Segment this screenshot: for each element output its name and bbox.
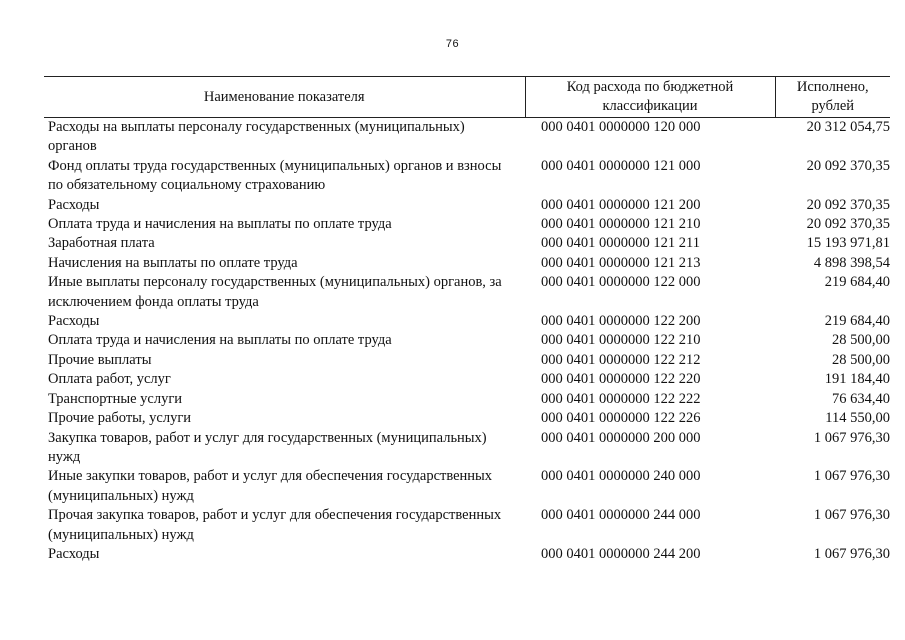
table-row xyxy=(44,157,890,196)
row-budget-code: 000 0401 0000000 122 210 xyxy=(541,332,701,349)
row-executed-amount: 20 092 370,35 xyxy=(806,196,890,213)
row-indicator-name: Прочие выплаты xyxy=(48,351,152,368)
header-executed-amount: Исполнено, рублей xyxy=(775,77,890,118)
table-row xyxy=(44,545,890,564)
row-budget-code: 000 0401 0000000 121 000 xyxy=(541,157,701,174)
row-executed-amount: 114 550,00 xyxy=(825,410,890,427)
row-executed-amount: 1 067 976,30 xyxy=(813,507,890,524)
table-row xyxy=(44,312,890,331)
table-row xyxy=(44,370,890,389)
row-indicator-name: Расходы xyxy=(48,313,100,330)
row-indicator-name: Прочие работы, услуги xyxy=(48,410,192,427)
table-row xyxy=(44,215,890,234)
table-row xyxy=(44,429,890,468)
row-executed-amount: 20 092 370,35 xyxy=(806,216,890,233)
row-executed-amount: 28 500,00 xyxy=(832,332,890,349)
row-executed-amount: 15 193 971,81 xyxy=(806,235,890,252)
header-row xyxy=(44,77,890,118)
row-budget-code: 000 0401 0000000 121 200 xyxy=(541,196,701,213)
row-executed-amount: 1 067 976,30 xyxy=(813,468,890,485)
table-body xyxy=(44,118,890,565)
row-indicator-name: Расходы xyxy=(48,545,100,562)
table-row xyxy=(44,118,890,157)
row-indicator-name: Оплата работ, услуг xyxy=(48,371,171,388)
table-header xyxy=(44,77,890,118)
header-indicator-name: Наименование показателя xyxy=(44,77,525,118)
table-row xyxy=(44,506,890,545)
row-budget-code: 000 0401 0000000 120 000 xyxy=(541,119,701,135)
row-indicator-name: Начисления на выплаты по оплате труда xyxy=(48,254,298,271)
row-executed-amount: 4 898 398,54 xyxy=(813,254,890,271)
row-executed-amount: 1 067 976,30 xyxy=(813,545,890,562)
row-executed-amount: 219 684,40 xyxy=(824,274,890,291)
row-executed-amount: 76 634,40 xyxy=(832,390,890,407)
row-executed-amount: 20 312 054,75 xyxy=(806,119,890,135)
table-row xyxy=(44,351,890,370)
row-budget-code: 000 0401 0000000 244 200 xyxy=(541,545,701,562)
row-indicator-name: Иные выплаты персоналу государственных (муниципальных) органов, за исключением фонда оплаты труда xyxy=(48,274,502,310)
row-indicator-name: Заработная плата xyxy=(48,235,155,252)
row-indicator-name: Оплата труда и начисления на выплаты по оплате труда xyxy=(48,216,392,233)
table-row xyxy=(44,409,890,428)
table-row xyxy=(44,273,890,312)
row-executed-amount: 191 184,40 xyxy=(824,371,890,388)
table-row xyxy=(44,390,890,409)
page-number: 76 xyxy=(445,38,460,50)
row-budget-code: 000 0401 0000000 122 200 xyxy=(541,313,701,330)
row-executed-amount: 20 092 370,35 xyxy=(806,157,890,174)
row-budget-code: 000 0401 0000000 122 222 xyxy=(541,390,701,407)
row-executed-amount: 28 500,00 xyxy=(832,351,890,368)
row-indicator-name: Транспортные услуги xyxy=(48,390,183,407)
row-budget-code: 000 0401 0000000 122 000 xyxy=(541,274,701,291)
header-budget-code: Код расхода по бюджетной классификации xyxy=(525,77,775,118)
row-budget-code: 000 0401 0000000 121 210 xyxy=(541,216,701,233)
row-budget-code: 000 0401 0000000 121 213 xyxy=(541,254,701,271)
row-indicator-name: Расходы xyxy=(48,196,100,213)
row-indicator-name: Иные закупки товаров, работ и услуг для обеспечения государственных (муниципальных) нужд xyxy=(48,468,493,504)
row-indicator-name: Расходы на выплаты персоналу государственных (муниципальных) органов xyxy=(48,119,465,155)
row-executed-amount: 219 684,40 xyxy=(824,313,890,330)
table-row xyxy=(44,331,890,350)
table-row xyxy=(44,234,890,253)
row-indicator-name: Фонд оплаты труда государственных (муниципальных) органов и взносы по обязательному социальному страхованию xyxy=(48,157,502,194)
table-row xyxy=(44,196,890,215)
row-budget-code: 000 0401 0000000 244 000 xyxy=(541,507,701,524)
table-row xyxy=(44,467,890,506)
expenditure-table xyxy=(44,76,890,564)
row-budget-code: 000 0401 0000000 200 000 xyxy=(541,429,701,446)
row-budget-code: 000 0401 0000000 240 000 xyxy=(541,468,701,485)
row-budget-code: 000 0401 0000000 122 220 xyxy=(541,371,701,388)
row-budget-code: 000 0401 0000000 122 226 xyxy=(541,410,701,427)
row-indicator-name: Оплата труда и начисления на выплаты по оплате труда xyxy=(48,332,392,349)
row-indicator-name: Прочая закупка товаров, работ и услуг для обеспечения государственных (муниципальных) нужд xyxy=(48,507,502,543)
table-row xyxy=(44,254,890,273)
row-budget-code: 000 0401 0000000 122 212 xyxy=(541,351,701,368)
row-indicator-name: Закупка товаров, работ и услуг для государственных (муниципальных) нужд xyxy=(48,429,487,465)
row-executed-amount: 1 067 976,30 xyxy=(813,429,890,446)
row-budget-code: 000 0401 0000000 121 211 xyxy=(541,235,700,252)
